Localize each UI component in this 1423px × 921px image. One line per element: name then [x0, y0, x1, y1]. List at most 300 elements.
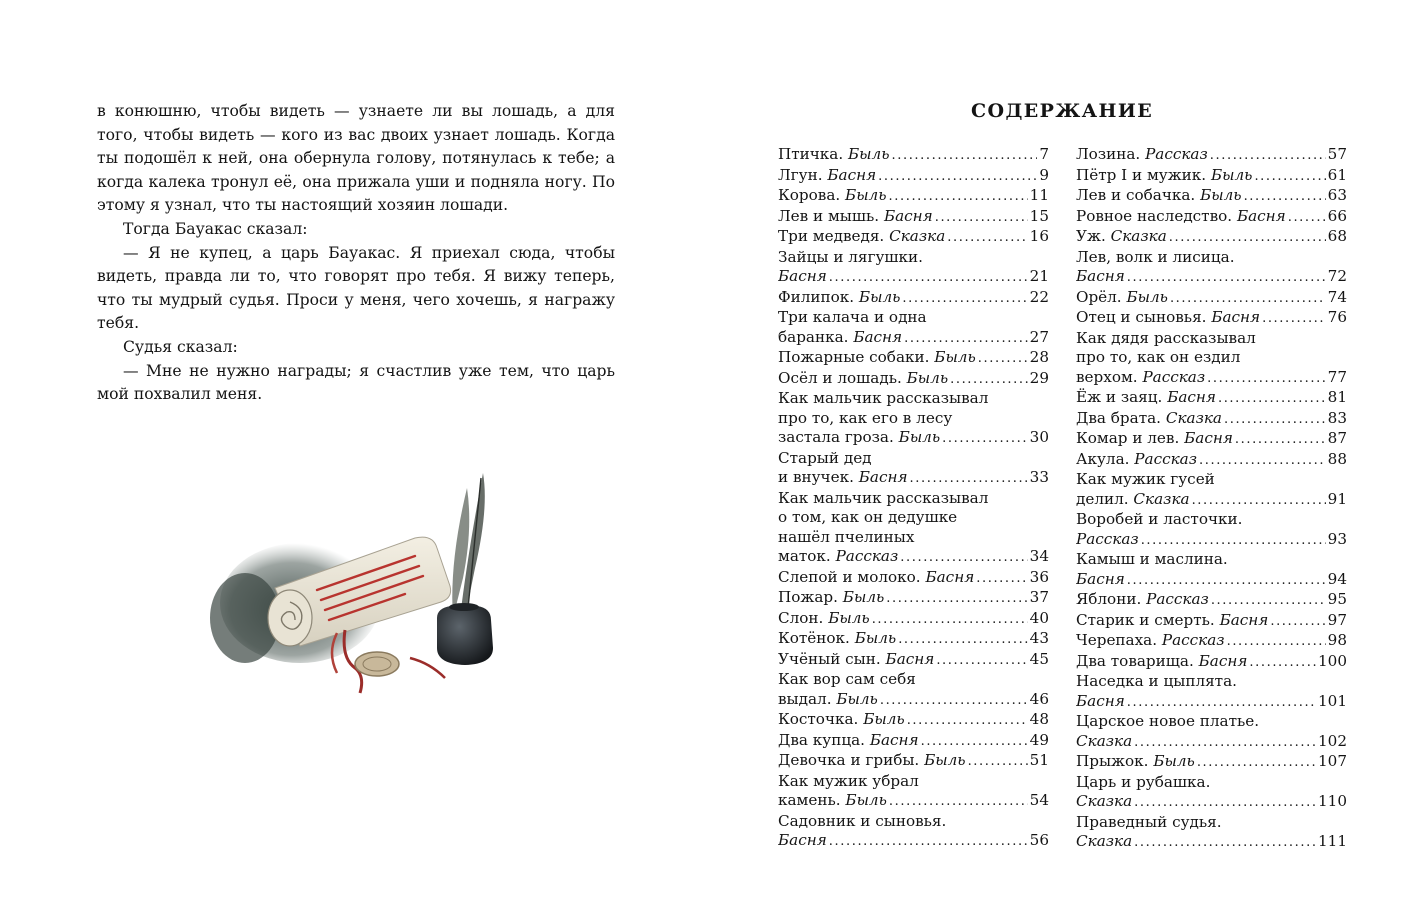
contents-entry — [1076, 813, 1347, 853]
entry-genre: Басня — [1211, 308, 1261, 326]
entry-title-text: Филипок. — [778, 287, 855, 306]
dot-leader — [1170, 289, 1326, 309]
entry-genre: Рассказ — [1146, 590, 1209, 608]
entry-title-text: Уж. — [1076, 227, 1106, 245]
entry-genre: Басня — [1184, 429, 1233, 447]
inkwell-shape — [437, 606, 493, 665]
contents-entry — [778, 369, 1049, 390]
entry-title — [778, 690, 878, 710]
entry-page-number: 98 — [1327, 631, 1347, 649]
dot-leader — [1218, 389, 1326, 409]
entry-title-line: Как мальчик рассказывал — [778, 389, 989, 407]
entry-title — [1076, 166, 1252, 186]
entry-title-line: Царское новое платье. — [1076, 712, 1260, 730]
entry-line — [1076, 732, 1347, 753]
entry-genre: Басня — [1076, 267, 1125, 285]
entry-title — [1076, 368, 1205, 388]
entry-line — [778, 629, 1049, 650]
entry-genre: Сказка — [1076, 832, 1133, 850]
dot-leader — [950, 370, 1028, 390]
entry-line — [1076, 692, 1347, 713]
entry-line — [1076, 207, 1347, 228]
entry-title — [1076, 792, 1132, 812]
dot-leader — [1254, 167, 1325, 187]
entry-title-text: Отец и сыновья. — [1076, 308, 1207, 326]
entry-page-number: 66 — [1327, 206, 1347, 225]
dot-leader — [878, 167, 1037, 187]
entry-title-text: Три медведя. — [778, 227, 885, 245]
contents-entry — [778, 609, 1049, 630]
entry-line — [778, 166, 1049, 187]
entry-title — [778, 369, 948, 389]
entry-line — [1076, 288, 1347, 309]
entry-title — [1076, 732, 1132, 752]
entry-title — [778, 468, 908, 488]
entry-genre: Басня — [778, 267, 827, 285]
entry-line — [778, 369, 1049, 390]
entry-genre: Рассказ — [835, 547, 899, 565]
entry-line — [778, 145, 1049, 166]
entry-title-line: Воробей и ласточки. — [1076, 510, 1243, 528]
entry-line — [778, 791, 1049, 812]
entry-genre: Быль — [858, 287, 901, 306]
entry-title — [778, 547, 898, 567]
dot-leader — [1207, 369, 1326, 389]
dot-leader — [1134, 793, 1316, 813]
dot-leader — [1127, 693, 1316, 713]
entry-title-text: Слепой и молоко. — [778, 567, 921, 586]
entry-page-number: 97 — [1327, 610, 1347, 629]
entry-genre: Рассказ — [1076, 529, 1139, 548]
dot-leader — [1134, 833, 1316, 853]
dot-leader — [829, 268, 1028, 288]
entry-title — [1076, 186, 1242, 206]
entry-page-number: 72 — [1327, 267, 1347, 285]
contents-entry — [778, 489, 1049, 568]
entry-title — [778, 731, 919, 751]
entry-page-number: 40 — [1029, 608, 1049, 627]
entry-title — [1076, 611, 1268, 631]
entry-title-text: и внучек. — [778, 468, 854, 486]
entry-line — [778, 547, 1049, 568]
entry-genre: Басня — [778, 831, 827, 849]
entry-page-number: 100 — [1318, 651, 1347, 670]
entry-title-text: выдал. — [778, 689, 832, 708]
dot-leader — [1197, 753, 1316, 773]
entry-page-number: 28 — [1029, 348, 1049, 366]
entry-page-number: 49 — [1029, 730, 1049, 749]
entry-genre: Сказка — [889, 227, 946, 245]
story-paragraph: — Я не купец, а царь Бауакас. Я приехал сюда, чтобы видеть, правда ли то, что говорят про тебя. Я вижу теперь, что ты мудрый судья. Проси у меня, чего хочешь, я награжу тебя. — [97, 243, 615, 333]
entry-title-text: Пожар. — [778, 588, 838, 606]
entry-title-text: Корова. — [778, 186, 841, 204]
entry-genre: Басня — [858, 468, 908, 486]
dot-leader — [935, 208, 1028, 228]
entry-genre: Быль — [1153, 752, 1195, 770]
entry-genre: Сказка — [1076, 792, 1133, 810]
entry-genre: Быль — [1126, 287, 1168, 306]
contents-entry — [778, 389, 1049, 449]
contents-entry — [1076, 308, 1347, 329]
contents-entry — [1076, 388, 1347, 409]
contents-entry — [778, 588, 1049, 609]
entry-line — [1076, 530, 1347, 551]
entry-title — [778, 348, 976, 368]
entry-line — [778, 831, 1049, 852]
entry-title-text: Лозина. — [1076, 145, 1141, 163]
contents-entry — [1076, 672, 1347, 712]
entry-genre: Быль — [906, 368, 949, 387]
contents-entry — [778, 348, 1049, 369]
right-page — [711, 0, 1423, 921]
entry-line — [1076, 388, 1347, 409]
entry-page-number: 93 — [1327, 529, 1347, 548]
entry-title-line: Праведный судья. — [1076, 812, 1222, 831]
entry-title-text: камень. — [778, 791, 841, 809]
entry-genre: Рассказ — [1161, 631, 1225, 649]
contents-entry — [1076, 288, 1347, 309]
dot-leader — [886, 589, 1027, 609]
entry-genre: Басня — [885, 649, 935, 668]
entry-line — [1076, 570, 1347, 591]
entry-title-line: Как мальчик рассказывал — [778, 488, 989, 507]
entry-genre: Рассказ — [1145, 145, 1208, 163]
entry-title — [1076, 692, 1125, 712]
entry-title-text: баранка. — [778, 327, 849, 346]
entry-title — [1076, 752, 1195, 772]
entry-genre: Сказка — [1076, 731, 1133, 750]
entry-title-text: делил. — [1076, 489, 1129, 508]
contents-entry — [778, 629, 1049, 650]
entry-page-number: 102 — [1318, 731, 1347, 750]
entry-title — [778, 288, 900, 308]
entry-title-text: Комар и лев. — [1076, 429, 1180, 447]
dot-leader — [968, 752, 1028, 772]
entry-line — [1076, 409, 1347, 430]
dot-leader — [1199, 451, 1326, 471]
entry-page-number: 91 — [1327, 489, 1347, 508]
left-page — [0, 0, 711, 921]
entry-page-number: 63 — [1327, 186, 1347, 204]
contents-entry — [778, 670, 1049, 710]
entry-page-number: 15 — [1029, 206, 1049, 225]
entry-title — [1076, 207, 1286, 227]
entry-title-line: Лев, волк и лисица. — [1076, 247, 1235, 266]
entry-page-number: 36 — [1029, 567, 1049, 586]
contents-entry — [1076, 550, 1347, 590]
entry-page-number: 95 — [1327, 590, 1347, 608]
dot-leader — [1244, 187, 1326, 207]
entry-line — [778, 751, 1049, 772]
entry-page-number: 30 — [1029, 428, 1049, 446]
contents-entry — [1076, 166, 1347, 187]
entry-page-number: 46 — [1029, 689, 1049, 708]
entry-genre: Быль — [845, 791, 887, 809]
entry-page-number: 110 — [1318, 792, 1347, 810]
entry-title-line: Наседка и цыплята. — [1076, 672, 1237, 690]
dot-leader — [1141, 531, 1326, 551]
entry-page-number: 34 — [1029, 547, 1049, 565]
entry-title-text: Пожарные собаки. — [778, 348, 930, 366]
dot-leader — [1127, 268, 1326, 288]
entry-genre: Быль — [898, 428, 941, 446]
entry-genre: Басня — [1076, 569, 1125, 588]
contents-entry — [778, 207, 1049, 228]
dot-leader — [1227, 632, 1326, 652]
dot-leader — [829, 832, 1028, 852]
entry-line — [778, 227, 1049, 248]
contents-entry — [1076, 510, 1347, 550]
entry-title-text: Черепаха. — [1076, 631, 1158, 649]
entry-title — [778, 328, 902, 348]
entry-page-number: 61 — [1327, 165, 1347, 184]
illustration-scroll-quill — [205, 468, 505, 698]
entry-line — [778, 186, 1049, 207]
dot-leader — [1288, 208, 1326, 228]
entry-page-number: 16 — [1029, 227, 1049, 245]
contents-entry — [778, 145, 1049, 166]
entry-title-text: Ёж и заяц. — [1076, 388, 1163, 406]
dot-leader — [1192, 491, 1326, 511]
entry-title-line: Как дядя рассказывал — [1076, 328, 1256, 347]
entry-genre: Басня — [1167, 388, 1216, 406]
entry-page-number: 21 — [1029, 267, 1049, 285]
entry-page-number: 76 — [1327, 308, 1347, 326]
entry-title — [778, 166, 876, 186]
entry-title — [1076, 490, 1190, 510]
dot-leader — [880, 691, 1028, 711]
entry-title-line: Как вор сам себя — [778, 670, 916, 688]
entry-page-number: 68 — [1327, 227, 1347, 245]
entry-page-number: 11 — [1029, 186, 1049, 204]
entry-genre: Быль — [1200, 186, 1242, 204]
dot-leader — [1127, 571, 1326, 591]
contents-entry — [778, 227, 1049, 248]
entry-line — [778, 731, 1049, 752]
entry-genre: Басня — [883, 206, 933, 225]
entry-genre: Быль — [934, 348, 976, 366]
entry-page-number: 94 — [1327, 569, 1347, 588]
entry-line — [1076, 368, 1347, 389]
entry-title-text: Слон. — [778, 608, 824, 627]
entry-title-text: Девочка и грибы. — [778, 751, 920, 769]
contents-entry — [778, 248, 1049, 288]
contents-entry — [778, 166, 1049, 187]
entry-title — [1076, 590, 1209, 610]
entry-title-text: застала гроза. — [778, 428, 894, 446]
entry-line — [1076, 631, 1347, 652]
entry-line — [1076, 186, 1347, 207]
entry-line — [778, 468, 1049, 489]
dot-leader — [921, 732, 1028, 752]
entry-title — [1076, 429, 1233, 449]
contents-entry — [1076, 450, 1347, 471]
entry-title — [1076, 308, 1260, 328]
entry-title-line: Как мужик убрал — [778, 771, 919, 790]
entry-page-number: 88 — [1327, 449, 1347, 468]
contents-entry — [778, 710, 1049, 731]
entry-title-text: Котёнок. — [778, 629, 850, 647]
entry-line — [1076, 490, 1347, 511]
entry-line — [1076, 429, 1347, 450]
dot-leader — [910, 469, 1028, 489]
entry-title-text: Два брата. — [1076, 408, 1161, 427]
contents-entry — [1076, 186, 1347, 207]
entry-title-text: маток. — [778, 547, 831, 565]
entry-title — [778, 186, 887, 206]
entry-title-line: Как мужик гусей — [1076, 470, 1215, 488]
contents-entry — [778, 650, 1049, 671]
entry-title-text: Осёл и лошадь. — [778, 368, 902, 387]
entry-title-text: Лев и собачка. — [1076, 186, 1196, 204]
entry-title-text: Орёл. — [1076, 287, 1122, 306]
entry-title-line: Старый дед — [778, 448, 872, 467]
entry-line — [778, 207, 1049, 228]
entry-title — [778, 267, 827, 287]
entry-title — [1076, 832, 1132, 852]
entry-line — [1076, 590, 1347, 611]
dot-leader — [1169, 228, 1326, 248]
dot-leader — [872, 610, 1028, 630]
entry-title-line: Зайцы и лягушки. — [778, 247, 923, 266]
entry-line — [1076, 145, 1347, 166]
entry-title — [1076, 388, 1216, 408]
entry-line — [1076, 832, 1347, 853]
entry-title — [778, 831, 827, 851]
entry-title-text: верхом. — [1076, 367, 1138, 386]
contents-entry — [1076, 227, 1347, 248]
entry-genre: Басня — [1198, 651, 1248, 670]
dot-leader — [1134, 733, 1316, 753]
contents-entry — [1076, 329, 1347, 389]
contents-entry — [1076, 470, 1347, 510]
contents-column-2 — [1076, 145, 1347, 853]
entry-title-text: Лев и мышь. — [778, 206, 880, 225]
dot-leader — [892, 146, 1038, 166]
entry-line — [1076, 227, 1347, 248]
story-paragraph: — Мне не нужно награды; я счастлив уже тем, что царь мой похвалил меня. — [97, 361, 615, 404]
dot-leader — [936, 651, 1027, 671]
dot-leader — [889, 792, 1028, 812]
wax-seal-shape — [355, 652, 399, 676]
dot-leader — [1224, 410, 1326, 430]
entry-line — [778, 609, 1049, 630]
contents-entry — [1076, 145, 1347, 166]
entry-page-number: 101 — [1318, 691, 1347, 710]
dot-leader — [1211, 591, 1326, 611]
entry-line — [778, 690, 1049, 711]
contents-entry — [1076, 773, 1347, 813]
entry-genre: Быль — [863, 710, 905, 728]
entry-genre: Быль — [848, 145, 890, 163]
entry-genre: Быль — [842, 588, 885, 606]
contents-entry — [778, 772, 1049, 812]
entry-genre: Быль — [836, 689, 878, 708]
story-paragraph: в конюшню, чтобы видеть — узнаете ли вы лошадь, а для того, чтобы видеть — кого из вас двоих узнает лошадь. Когда ты подошёл к ней, она обернула голову, потянулась к тебе; а когда калека тронул её, она прижала уши и подняла ногу. По этому я узнал, что ты настоящий хозяин лошади. — [97, 102, 615, 215]
entry-line — [778, 710, 1049, 731]
entry-genre: Быль — [845, 186, 887, 204]
entry-genre: Быль — [924, 751, 966, 769]
entry-title-text: Два купца. — [778, 730, 865, 749]
entry-title — [1076, 267, 1125, 287]
contents-entry — [778, 751, 1049, 772]
entry-line — [778, 568, 1049, 589]
scroll-roll-shape — [268, 590, 312, 646]
dot-leader — [1249, 653, 1316, 673]
entry-title — [778, 568, 974, 588]
entry-title — [778, 751, 966, 771]
entry-page-number: 7 — [1039, 145, 1049, 163]
entry-title — [778, 710, 905, 730]
entry-genre: Быль — [854, 629, 897, 647]
entry-page-number: 22 — [1029, 287, 1049, 306]
entry-title-text: Пётр I и мужик. — [1076, 165, 1207, 184]
contents-column-1 — [778, 145, 1049, 852]
entry-page-number: 27 — [1029, 327, 1049, 346]
entry-page-number: 48 — [1029, 710, 1049, 728]
dot-leader — [942, 429, 1028, 449]
entry-line — [1076, 611, 1347, 632]
dot-leader — [907, 711, 1028, 731]
entry-genre: Быль — [1210, 165, 1253, 184]
entry-title — [778, 428, 940, 448]
entry-title-line: о том, как он дедушке — [778, 508, 958, 526]
contents-entry — [1076, 590, 1347, 611]
entry-page-number: 29 — [1029, 368, 1049, 387]
entry-title — [778, 650, 934, 670]
entry-genre: Басня — [1076, 691, 1125, 710]
contents-entry — [778, 568, 1049, 589]
entry-genre: Басня — [1219, 610, 1269, 629]
entry-line — [778, 288, 1049, 309]
entry-title — [1076, 631, 1225, 651]
entry-title — [1076, 288, 1168, 308]
entry-title-line: Три калача и одна — [778, 308, 927, 326]
entry-page-number: 9 — [1039, 165, 1049, 184]
entry-genre: Басня — [869, 730, 919, 749]
entry-genre: Сказка — [1110, 227, 1167, 245]
contents-entry — [778, 308, 1049, 348]
entry-page-number: 33 — [1029, 468, 1049, 486]
entry-title-text: Ровное наследство. — [1076, 206, 1233, 225]
entry-page-number: 74 — [1327, 287, 1347, 306]
contents-entry — [778, 449, 1049, 489]
entry-page-number: 57 — [1327, 145, 1347, 163]
entry-line — [778, 588, 1049, 609]
contents-entry — [1076, 652, 1347, 673]
inkwell-rim — [449, 603, 479, 611]
contents-entry — [778, 812, 1049, 852]
contents-entry — [1076, 409, 1347, 430]
entry-page-number: 37 — [1029, 588, 1049, 606]
entry-title — [778, 791, 887, 811]
entry-page-number: 107 — [1318, 752, 1347, 770]
contents-entry — [778, 186, 1049, 207]
entry-page-number: 45 — [1029, 649, 1049, 668]
entry-title-text: Прыжок. — [1076, 752, 1149, 770]
entry-title-text: Акула. — [1076, 449, 1130, 468]
contents-title: СОДЕРЖАНИЕ — [971, 100, 1154, 122]
story-paragraph: Судья сказал: — [123, 337, 238, 356]
entry-title — [778, 609, 870, 629]
ribbon-shape — [410, 658, 445, 678]
dot-leader — [976, 569, 1027, 589]
entry-page-number: 77 — [1327, 367, 1347, 386]
entry-line — [1076, 450, 1347, 471]
story-text — [97, 100, 615, 407]
contents-entry — [778, 288, 1049, 309]
entry-title-text: Лгун. — [778, 165, 823, 184]
